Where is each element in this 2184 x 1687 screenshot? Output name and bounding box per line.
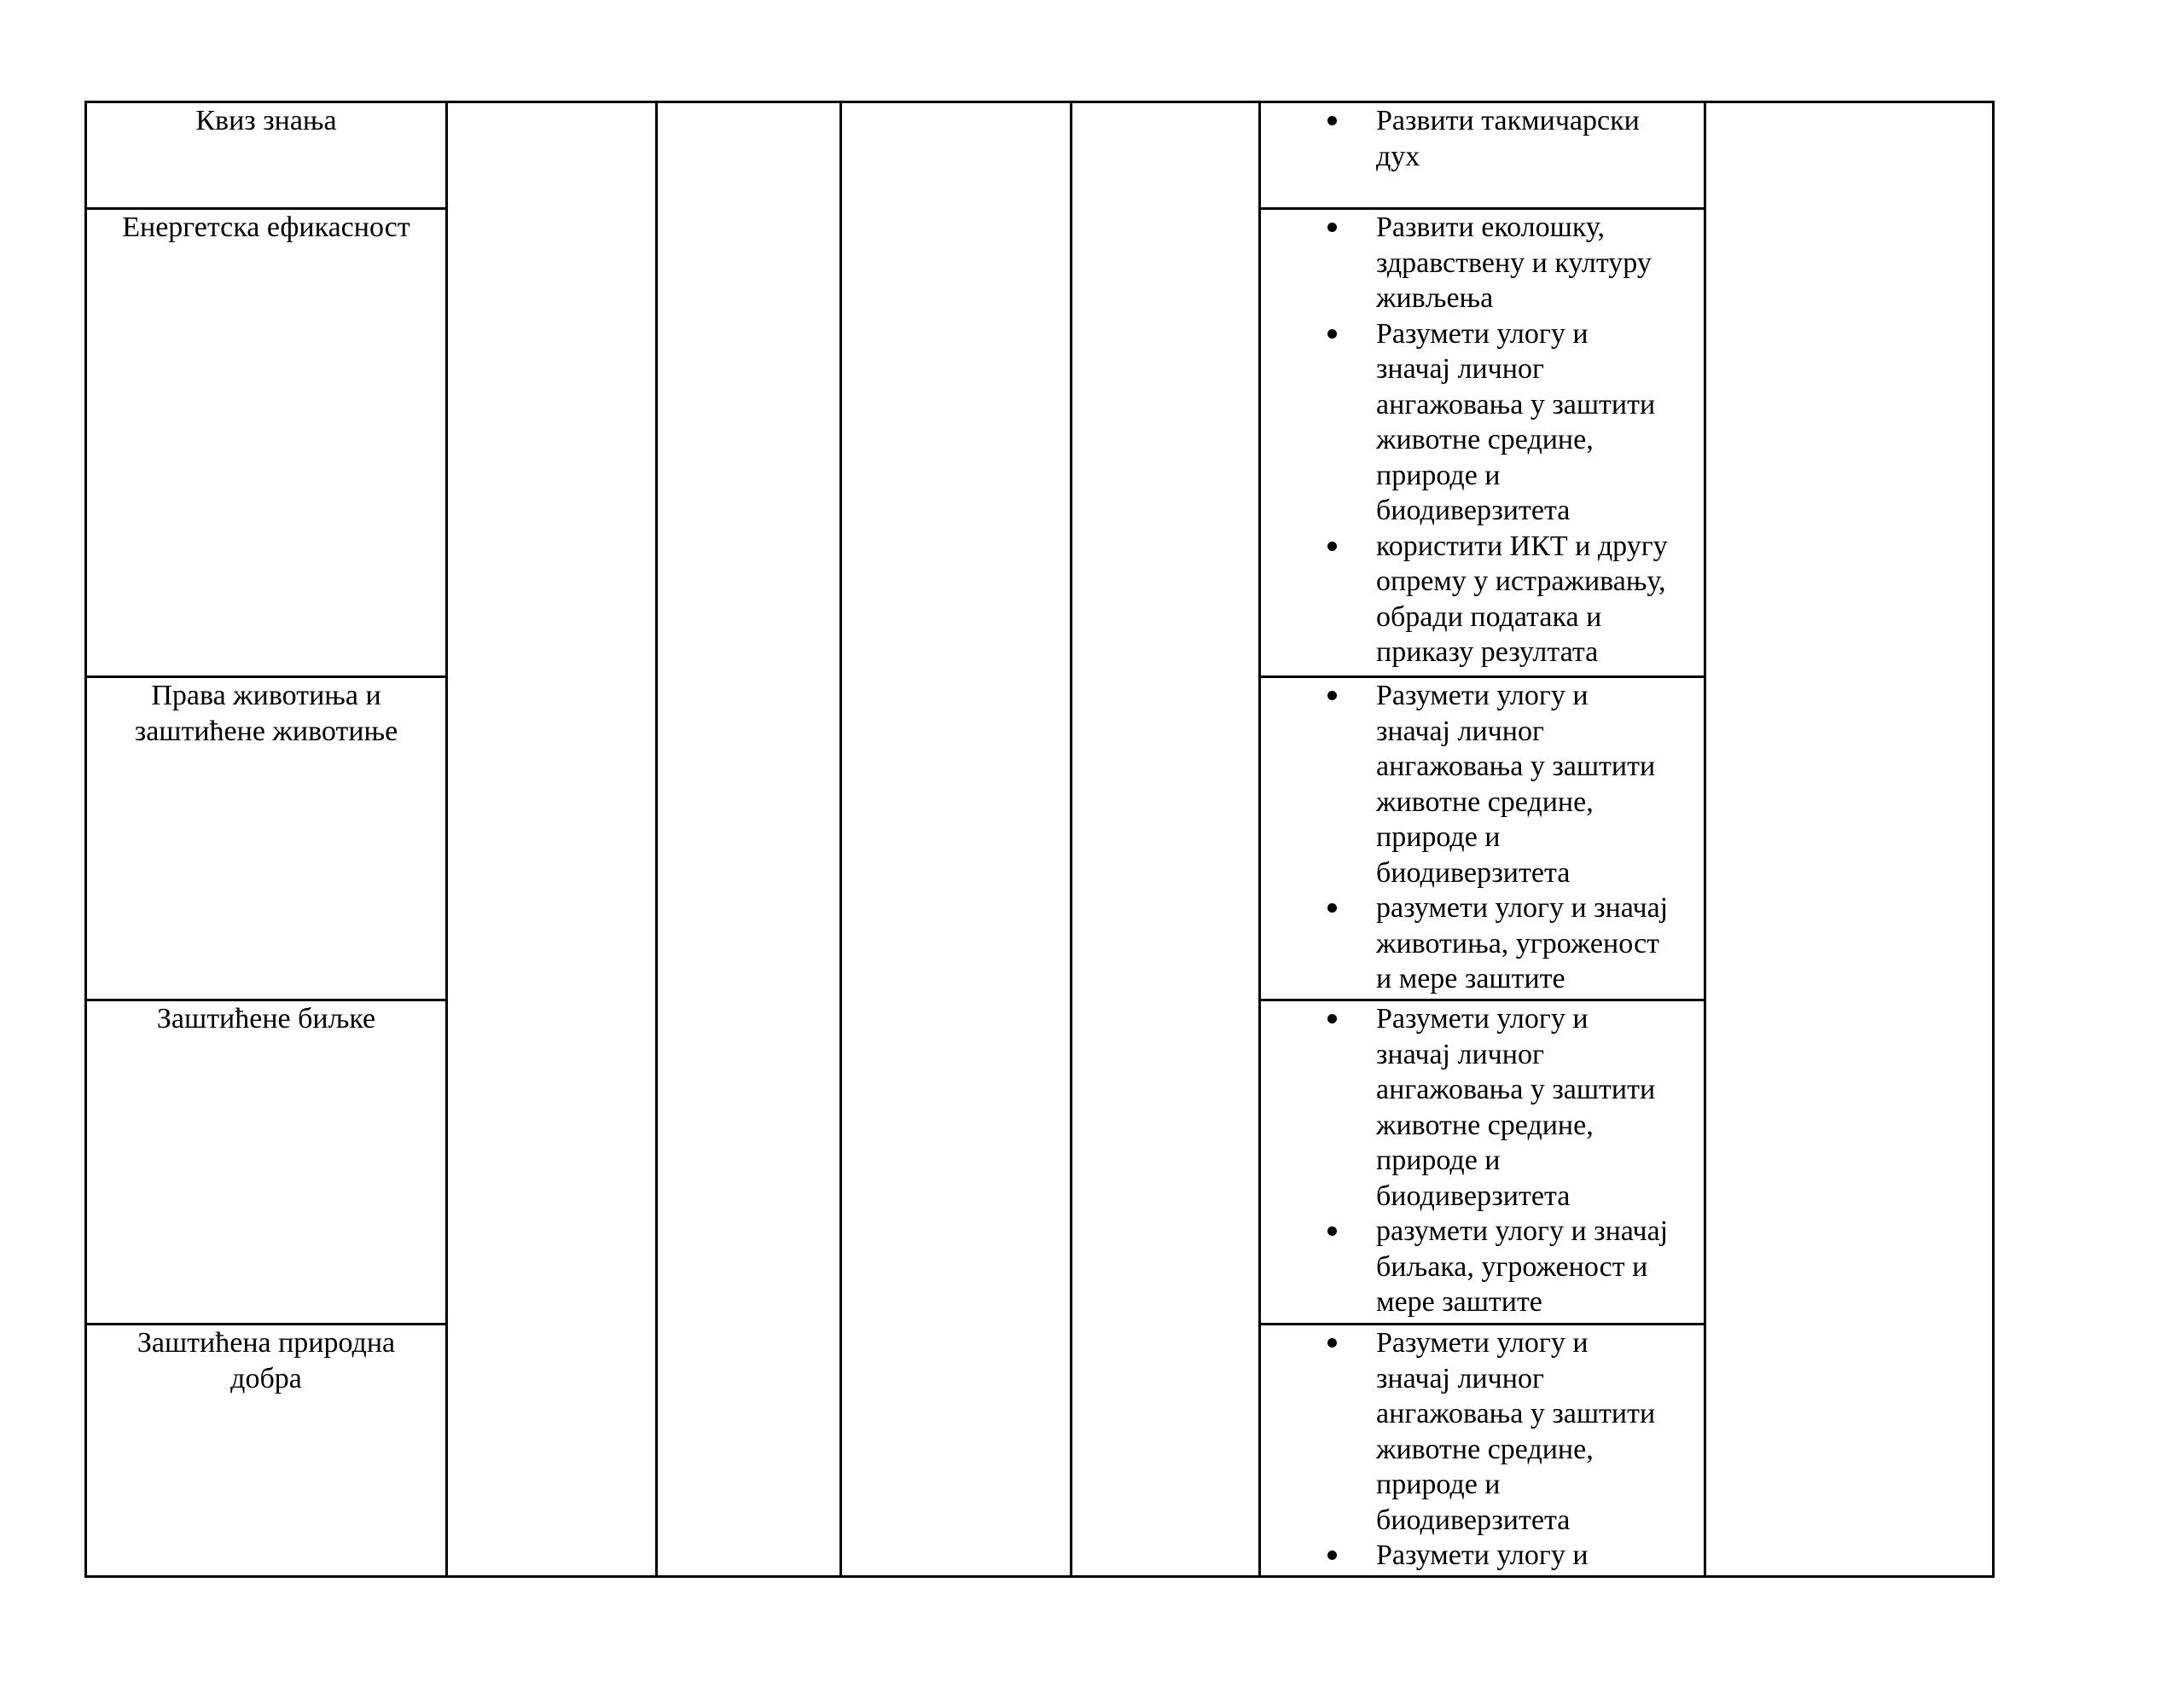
outcome-item: разумети улогу и значај животиња, угроженост и мере заштите — [1261, 890, 1693, 997]
outcome-list — [1261, 210, 1693, 670]
outcome-item: Разумети улогу и значај личног ангажовања у заштити животне средине, природе и биодиверзитета — [1261, 1325, 1693, 1538]
outcome-list — [1261, 1325, 1693, 1574]
outcome-list — [1261, 678, 1693, 997]
outcomes-cell — [1260, 102, 1705, 209]
topic-line: Заштићене биљке — [156, 1003, 376, 1035]
table-row — [86, 102, 1994, 209]
outcome-item: користити ИКТ и другу опрему у истраживању, обради података и приказу резултата — [1261, 529, 1693, 670]
topic-cell — [86, 1000, 447, 1325]
outcomes-cell — [1260, 1325, 1705, 1577]
topic-line: заштићене животиње — [134, 715, 398, 747]
outcome-list — [1261, 103, 1693, 174]
topic-line: Права животиња и — [151, 680, 381, 711]
topic-cell — [86, 677, 447, 1000]
topic-line: добра — [230, 1362, 302, 1394]
curriculum-table — [84, 101, 1995, 1578]
outcomes-cell — [1260, 677, 1705, 1000]
topic-cell — [86, 209, 447, 677]
topic-cell — [86, 102, 447, 209]
outcomes-cell — [1260, 209, 1705, 677]
outcome-item: Развити еколошку, здравствену и културу живљења — [1261, 210, 1693, 316]
topic-line: Квиз знања — [195, 105, 337, 136]
outcome-item: Развити такмичарски дух — [1261, 103, 1693, 174]
empty-column-3 — [657, 102, 841, 1577]
outcome-list — [1261, 1001, 1693, 1320]
empty-column-5 — [1072, 102, 1260, 1577]
topic-line: Енергетска ефикасност — [122, 212, 410, 243]
outcome-item: разумети улогу и значај биљака, угроженост и мере заштите — [1261, 1214, 1693, 1320]
topic-line: Заштићена природна — [136, 1327, 396, 1359]
empty-column-4 — [841, 102, 1072, 1577]
outcome-item: Разумети улогу и — [1261, 1538, 1693, 1574]
empty-column-2 — [447, 102, 657, 1577]
outcomes-cell — [1260, 1000, 1705, 1325]
outcome-item: Разумети улогу и значај личног ангажовања у заштити животне средине, природе и биодиверзитета — [1261, 678, 1693, 890]
empty-column-7 — [1705, 102, 1994, 1577]
topic-cell — [86, 1325, 447, 1577]
outcome-item: Разумети улогу и значај личног ангажовања у заштити животне средине, природе и биодиверзитета — [1261, 316, 1693, 529]
outcome-item: Разумети улогу и значај личног ангажовања у заштити животне средине, природе и биодиверзитета — [1261, 1001, 1693, 1214]
